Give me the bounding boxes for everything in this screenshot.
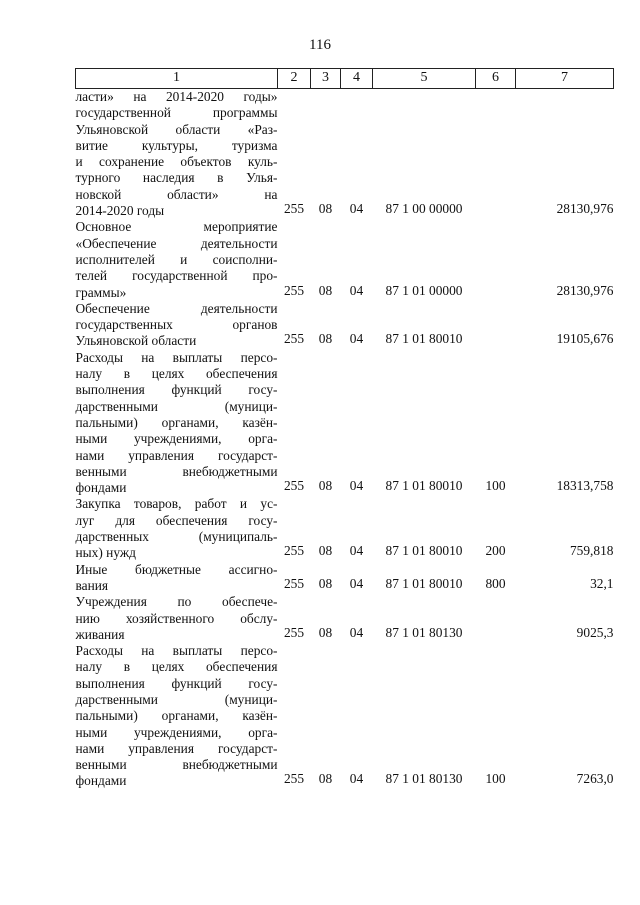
- row-name-line: Ульяновской области: [75, 333, 197, 349]
- amount-cell: 28130,976: [556, 201, 614, 217]
- amount-cell: 9025,3: [576, 624, 614, 640]
- expense-type-cell: 100: [485, 771, 506, 787]
- subsection-code-cell: 04: [349, 478, 364, 494]
- table-row: [76, 594, 614, 643]
- subsection-code-cell: 04: [349, 201, 364, 217]
- ministry-code-cell: 255: [283, 331, 305, 347]
- row-name-line: телей государственной про-: [75, 268, 278, 284]
- ministry-code-cell: 255: [283, 543, 305, 559]
- table-row: [76, 350, 614, 497]
- column-header: 4: [341, 69, 373, 89]
- row-name-cell: [76, 350, 278, 497]
- target-article-cell: 87 1 01 80010: [385, 478, 463, 494]
- row-name-line: пальными) органами, казён-: [75, 708, 278, 724]
- row-name-line: граммы»: [75, 284, 127, 300]
- expense-type-cell: [476, 219, 516, 300]
- column-header: 6: [476, 69, 516, 89]
- expense-type-cell: 800: [485, 575, 506, 591]
- page-number: 116: [309, 37, 331, 53]
- table-row: [76, 643, 614, 790]
- row-name-line: Иные бюджетные ассигно-: [75, 561, 278, 577]
- table-row: [76, 496, 614, 561]
- amount-cell: 28130,976: [556, 282, 614, 298]
- table-row: [76, 219, 614, 300]
- row-name-line: дарственными (муници-: [75, 398, 278, 414]
- row-name-line: ными учреждениями, орга-: [75, 724, 278, 740]
- section-code-cell: 08: [318, 575, 333, 591]
- ministry-code-cell: 255: [283, 771, 305, 787]
- row-name-line: венными внебюджетными: [75, 757, 278, 773]
- row-name-line: выполнения функций госу-: [75, 675, 278, 691]
- expense-type-cell: [476, 301, 516, 350]
- column-header: 3: [311, 69, 341, 89]
- row-name-line: турного наследия в Улья-: [75, 170, 278, 186]
- subsection-code-cell: 04: [349, 331, 364, 347]
- expense-type-cell: [476, 89, 516, 220]
- ministry-code-cell: 255: [283, 624, 305, 640]
- column-header: 5: [373, 69, 476, 89]
- ministry-code-cell: 255: [283, 201, 305, 217]
- target-article-cell: 87 1 01 80130: [385, 624, 463, 640]
- amount-cell: 32,1: [590, 575, 614, 591]
- section-code-cell: 08: [318, 771, 333, 787]
- row-name-line: живания: [75, 626, 125, 642]
- subsection-code-cell: 04: [349, 575, 364, 591]
- row-name-line: вания: [75, 577, 109, 593]
- expense-type-cell: 200: [485, 543, 506, 559]
- target-article-cell: 87 1 01 80130: [385, 771, 463, 787]
- ministry-code-cell: 255: [283, 282, 305, 298]
- table-row: [76, 301, 614, 350]
- column-header: 7: [516, 69, 614, 89]
- row-name-line: налу в целях обеспечения: [75, 366, 278, 382]
- table-row: [76, 89, 614, 220]
- section-code-cell: 08: [318, 543, 333, 559]
- column-header: 2: [278, 69, 311, 89]
- row-name-line: нами управления государст-: [75, 447, 278, 463]
- section-code-cell: 08: [318, 624, 333, 640]
- row-name-line: Ульяновской области «Раз-: [75, 121, 278, 137]
- row-name-line: ными учреждениями, орга-: [75, 431, 278, 447]
- row-name-line: дарственными (муници-: [75, 691, 278, 707]
- budget-table: [75, 68, 614, 790]
- amount-cell: 19105,676: [556, 331, 614, 347]
- expense-type-cell: 100: [485, 478, 506, 494]
- row-name-line: Расходы на выплаты персо-: [75, 349, 278, 365]
- row-name-line: нию хозяйственного обслу-: [75, 610, 278, 626]
- row-name-line: исполнителей и соисполни-: [75, 251, 278, 267]
- subsection-code-cell: 04: [349, 543, 364, 559]
- subsection-code-cell: 04: [349, 624, 364, 640]
- row-name-line: нами управления государст-: [75, 740, 278, 756]
- row-name-line: государственных органов: [75, 317, 278, 333]
- row-name-line: дарственных (муниципаль-: [75, 529, 278, 545]
- ministry-code-cell: 255: [283, 478, 305, 494]
- subsection-code-cell: 04: [349, 282, 364, 298]
- row-name-line: пальными) органами, казён-: [75, 414, 278, 430]
- row-name-line: государственной программы: [75, 105, 278, 121]
- target-article-cell: 87 1 01 80010: [385, 575, 463, 591]
- row-name-line: Расходы на выплаты персо-: [75, 643, 278, 659]
- row-name-line: 2014-2020 годы: [75, 203, 165, 219]
- row-name-line: ласти» на 2014-2020 годы»: [75, 89, 278, 104]
- row-name-line: и сохранение объектов куль-: [75, 154, 278, 170]
- column-header: 1: [76, 69, 278, 89]
- row-name-line: фондами: [75, 773, 127, 789]
- row-name-line: Основное мероприятие: [75, 219, 278, 235]
- row-name-cell: [76, 89, 278, 220]
- amount-cell: 759,818: [569, 543, 614, 559]
- row-name-line: Учреждения по обеспече-: [75, 594, 278, 610]
- row-name-line: Обеспечение деятельности: [75, 300, 278, 316]
- row-name-cell: [76, 562, 278, 595]
- table-row: [76, 562, 614, 595]
- row-name-line: фондами: [75, 480, 127, 496]
- row-name-line: венными внебюджетными: [75, 463, 278, 479]
- amount-cell: 7263,0: [576, 771, 614, 787]
- table-header-row: [76, 69, 614, 89]
- expense-type-cell: [476, 594, 516, 643]
- section-code-cell: 08: [318, 331, 333, 347]
- target-article-cell: 87 1 01 00000: [385, 282, 463, 298]
- row-name-cell: [76, 219, 278, 300]
- row-name-cell: [76, 301, 278, 350]
- row-name-line: новской области» на: [75, 186, 278, 202]
- row-name-line: витие культуры, туризма: [75, 137, 278, 153]
- subsection-code-cell: 04: [349, 771, 364, 787]
- row-name-line: луг для обеспечения госу-: [75, 512, 278, 528]
- target-article-cell: 87 1 00 00000: [385, 201, 463, 217]
- row-name-line: налу в целях обеспечения: [75, 659, 278, 675]
- section-code-cell: 08: [318, 201, 333, 217]
- section-code-cell: 08: [318, 282, 333, 298]
- row-name-cell: [76, 643, 278, 790]
- ministry-code-cell: 255: [283, 575, 305, 591]
- row-name-line: выполнения функций госу-: [75, 382, 278, 398]
- section-code-cell: 08: [318, 478, 333, 494]
- row-name-line: ных) нужд: [75, 545, 136, 561]
- target-article-cell: 87 1 01 80010: [385, 331, 463, 347]
- row-name-line: «Обеспечение деятельности: [75, 235, 278, 251]
- row-name-cell: [76, 496, 278, 561]
- amount-cell: 18313,758: [556, 478, 614, 494]
- row-name-cell: [76, 594, 278, 643]
- row-name-line: Закупка товаров, работ и ус-: [75, 496, 278, 512]
- target-article-cell: 87 1 01 80010: [385, 543, 463, 559]
